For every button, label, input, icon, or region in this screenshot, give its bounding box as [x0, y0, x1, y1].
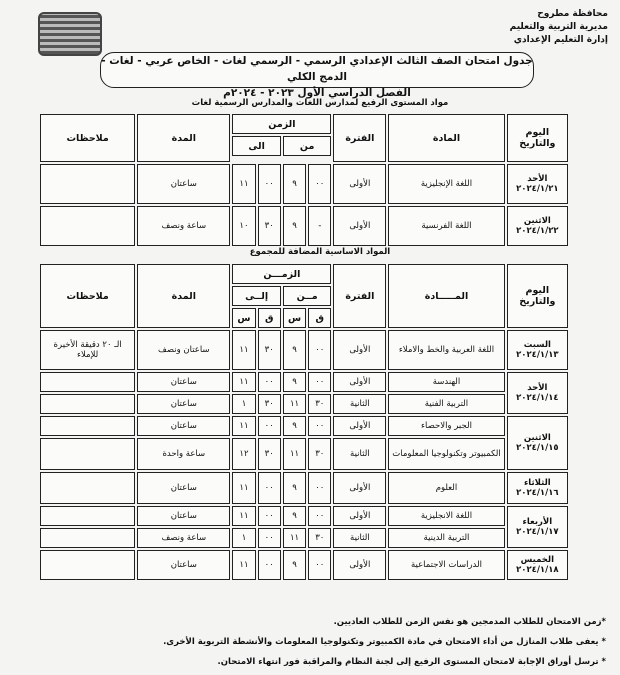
col2-from: مــن — [283, 286, 332, 306]
col2-duration: المدة — [137, 264, 230, 328]
subject-cell: الدراسات الاجتماعية — [388, 550, 504, 580]
from-hour-cell: ١١ — [283, 528, 306, 548]
exam-date: ٢٠٢٤/١/١٧ — [516, 527, 559, 537]
duration-cell: ساعتان — [137, 506, 230, 526]
period-cell: الأولى — [333, 416, 386, 436]
to-minute-cell: ٣٠ — [258, 394, 281, 414]
from-minute-cell: - — [308, 206, 331, 246]
to-minute-cell: ٠٠ — [258, 528, 281, 548]
footnote-3: * ترسل أوراق الإجابة لامتحان المستوى الرفيع إلى لجنة النظام والمراقبة فور انتهاء الامتحان. — [217, 657, 606, 667]
note-cell — [40, 528, 135, 548]
duration-cell: ساعتان — [137, 416, 230, 436]
footnote-2: * يعفى طلاب المنازل من أداء الامتحان في مادة الكمبيوتر وتكنولوجيا المعلومات والأنشطة التربوية الأخرى. — [163, 637, 606, 647]
from-hour-cell: ٩ — [283, 472, 306, 504]
to-hour-cell: ١١ — [232, 372, 255, 392]
note-cell — [40, 372, 135, 392]
period-cell: الأولى — [333, 330, 386, 370]
duration-cell: ساعتان — [137, 550, 230, 580]
period-cell: الأولى — [333, 506, 386, 526]
from-hour-cell: ١١ — [283, 438, 306, 470]
table-row — [40, 550, 568, 580]
exam-date: ٢٠٢٤/١/٢٢ — [516, 226, 559, 236]
duration-cell: ساعة ونصف — [137, 206, 230, 246]
period-cell: الثانية — [333, 438, 386, 470]
to-hour-cell: ١١ — [232, 416, 255, 436]
subject-cell: الجبر والاحصاء — [388, 416, 504, 436]
col2-period: الفترة — [333, 264, 386, 328]
to-minute-cell: ٠٠ — [258, 472, 281, 504]
day-date-cell — [507, 330, 568, 370]
from-hour-cell: ٩ — [283, 372, 306, 392]
period-cell: الأولى — [333, 164, 386, 204]
org-line-administration: إدارة التعليم الإعدادي — [513, 35, 608, 45]
duration-cell: ساعة واحدة — [137, 438, 230, 470]
section2-subtitle: المواد الاساسية المضافة للمجموع — [249, 247, 391, 257]
duration-cell: ساعتان — [137, 164, 230, 204]
from-hour-cell: ١١ — [283, 394, 306, 414]
day-date-cell — [507, 372, 568, 414]
to-hour-cell: ١١ — [232, 506, 255, 526]
subject-cell: اللغة الإنجليزية — [388, 164, 504, 204]
col2-subject: المـــــادة — [388, 264, 504, 328]
day-name: الأحد — [527, 383, 548, 393]
note-cell — [40, 416, 135, 436]
note-cell — [40, 472, 135, 504]
day-date-cell — [507, 206, 568, 246]
to-hour-cell: ١ — [232, 528, 255, 548]
table-row — [40, 330, 568, 370]
day-name: الاثنين — [523, 433, 551, 443]
from-hour-cell: ٩ — [283, 506, 306, 526]
day-date-cell — [507, 416, 568, 470]
from-minute-cell: ٠٠ — [308, 372, 331, 392]
to-minute-cell: ٠٠ — [258, 550, 281, 580]
day-name: الاثنين — [523, 216, 551, 226]
table-row — [40, 394, 568, 414]
table-row — [40, 164, 568, 204]
exam-date: ٢٠٢٤/١/٢١ — [516, 184, 559, 194]
duration-cell: ساعتان — [137, 472, 230, 504]
subject-cell: اللغة الفرنسية — [388, 206, 504, 246]
subject-cell: الهندسة — [388, 372, 504, 392]
col-period: الفترة — [333, 114, 386, 162]
from-hour-cell: ٩ — [283, 206, 306, 246]
day-name: الثلاثاء — [523, 478, 551, 488]
to-hour-cell: ١٠ — [232, 206, 255, 246]
table-row — [40, 472, 568, 504]
exam-date: ٢٠٢٤/١/١٦ — [516, 488, 559, 498]
exam-date: ٢٠٢٤/١/١٨ — [516, 565, 559, 575]
note-cell — [40, 394, 135, 414]
col2-time: الزمـــن — [232, 264, 331, 284]
subject-cell: الكمبيوتر وتكنولوجيا المعلومات — [388, 438, 504, 470]
exam-date: ٢٠٢٤/١/١٣ — [516, 350, 559, 360]
col-time: الزمن — [232, 114, 331, 134]
from-hour-cell: ٩ — [283, 330, 306, 370]
col2-to-minute: ق — [258, 308, 281, 328]
to-minute-cell: ٣٠ — [258, 438, 281, 470]
duration-cell: ساعتان ونصف — [137, 330, 230, 370]
col2-day: اليوم والتاريخ — [507, 264, 568, 328]
from-minute-cell: ٠٠ — [308, 164, 331, 204]
col-duration: المدة — [137, 114, 230, 162]
footnote-1: *زمن الامتحان للطلاب المدمجين هو نفس الزمن للطلاب العاديين. — [333, 617, 606, 627]
duration-cell: ساعتان — [137, 394, 230, 414]
from-hour-cell: ٩ — [283, 416, 306, 436]
period-cell: الأولى — [333, 550, 386, 580]
to-minute-cell: ٠٠ — [258, 416, 281, 436]
col-from: من — [283, 136, 332, 156]
section1-subtitle: مواد المستوى الرفيع لمدارس اللغات والمدارس الرسمية لغات — [191, 98, 449, 108]
table-row — [40, 372, 568, 392]
note-cell — [40, 550, 135, 580]
period-cell: الأولى — [333, 372, 386, 392]
exam-date: ٢٠٢٤/١/١٤ — [516, 393, 559, 403]
note-cell — [40, 164, 135, 204]
from-minute-cell: ٣٠ — [308, 528, 331, 548]
col-subject: المادة — [388, 114, 504, 162]
subject-cell: التربية الدينية — [388, 528, 504, 548]
day-date-cell — [507, 164, 568, 204]
ministry-logo — [38, 12, 102, 56]
table-row — [40, 416, 568, 436]
to-minute-cell: ٣٠ — [258, 330, 281, 370]
col2-to: إلــى — [232, 286, 281, 306]
from-minute-cell: ٠٠ — [308, 472, 331, 504]
col2-from-minute: ق — [308, 308, 331, 328]
document-title-box — [100, 52, 534, 99]
from-minute-cell: ٠٠ — [308, 416, 331, 436]
note-cell: الـ ٢٠ دقيقة الأخيرة للإملاء — [40, 330, 135, 370]
to-minute-cell: ٣٠ — [258, 206, 281, 246]
advanced-level-table — [38, 112, 570, 248]
duration-cell: ساعتان — [137, 372, 230, 392]
exam-date: ٢٠٢٤/١/١٥ — [516, 443, 559, 453]
subject-cell: اللغة العربية والخط والاملاء — [388, 330, 504, 370]
duration-cell: ساعة ونصف — [137, 528, 230, 548]
table-row — [40, 528, 568, 548]
to-minute-cell: ٠٠ — [258, 164, 281, 204]
org-line-governorate: محافظة مطروح — [537, 9, 608, 19]
period-cell: الأولى — [333, 472, 386, 504]
table-row — [40, 506, 568, 526]
day-name: الأحد — [527, 174, 548, 184]
from-minute-cell: ٣٠ — [308, 438, 331, 470]
col2-to-hour: س — [232, 308, 255, 328]
to-hour-cell: ١١ — [232, 330, 255, 370]
table-row — [40, 438, 568, 470]
from-hour-cell: ٩ — [283, 550, 306, 580]
day-date-cell — [507, 506, 568, 548]
note-cell — [40, 506, 135, 526]
to-hour-cell: ١ — [232, 394, 255, 414]
day-name: السبت — [523, 340, 551, 350]
subject-cell: اللغة الانجليزية — [388, 506, 504, 526]
to-hour-cell: ١١ — [232, 164, 255, 204]
subject-cell: العلوم — [388, 472, 504, 504]
day-date-cell — [507, 550, 568, 580]
to-hour-cell: ١١ — [232, 472, 255, 504]
to-minute-cell: ٠٠ — [258, 506, 281, 526]
from-minute-cell: ٠٠ — [308, 330, 331, 370]
period-cell: الثانية — [333, 528, 386, 548]
day-date-cell — [507, 472, 568, 504]
subject-cell: التربية الفنية — [388, 394, 504, 414]
org-line-directorate: مديرية التربية والتعليم — [509, 22, 608, 32]
title-line-2: الفصل الدراسي الأول ٢٠٢٣ - ٢٠٢٤م — [223, 87, 411, 99]
day-name: الخميس — [520, 555, 555, 565]
table-row — [40, 206, 568, 246]
from-minute-cell: ٣٠ — [308, 394, 331, 414]
from-minute-cell: ٠٠ — [308, 550, 331, 580]
to-hour-cell: ١١ — [232, 550, 255, 580]
col-day: اليوم والتاريخ — [507, 114, 568, 162]
title-line-1: جدول امتحان الصف الثالث الإعدادي الرسمي - الرسمي لغات - الخاص عربي - لغات - الدمج الكلي — [101, 55, 533, 83]
from-hour-cell: ٩ — [283, 164, 306, 204]
to-minute-cell: ٠٠ — [258, 372, 281, 392]
to-hour-cell: ١٢ — [232, 438, 255, 470]
col-to: الى — [232, 136, 281, 156]
day-name: الأربعاء — [522, 517, 553, 527]
core-subjects-table — [38, 262, 570, 582]
period-cell: الأولى — [333, 206, 386, 246]
note-cell — [40, 438, 135, 470]
note-cell — [40, 206, 135, 246]
footnotes — [46, 612, 606, 672]
col2-from-hour: س — [283, 308, 306, 328]
col2-notes: ملاحظات — [40, 264, 135, 328]
from-minute-cell: ٠٠ — [308, 506, 331, 526]
period-cell: الثانية — [333, 394, 386, 414]
organization-header — [510, 8, 608, 47]
col-notes: ملاحظات — [40, 114, 135, 162]
